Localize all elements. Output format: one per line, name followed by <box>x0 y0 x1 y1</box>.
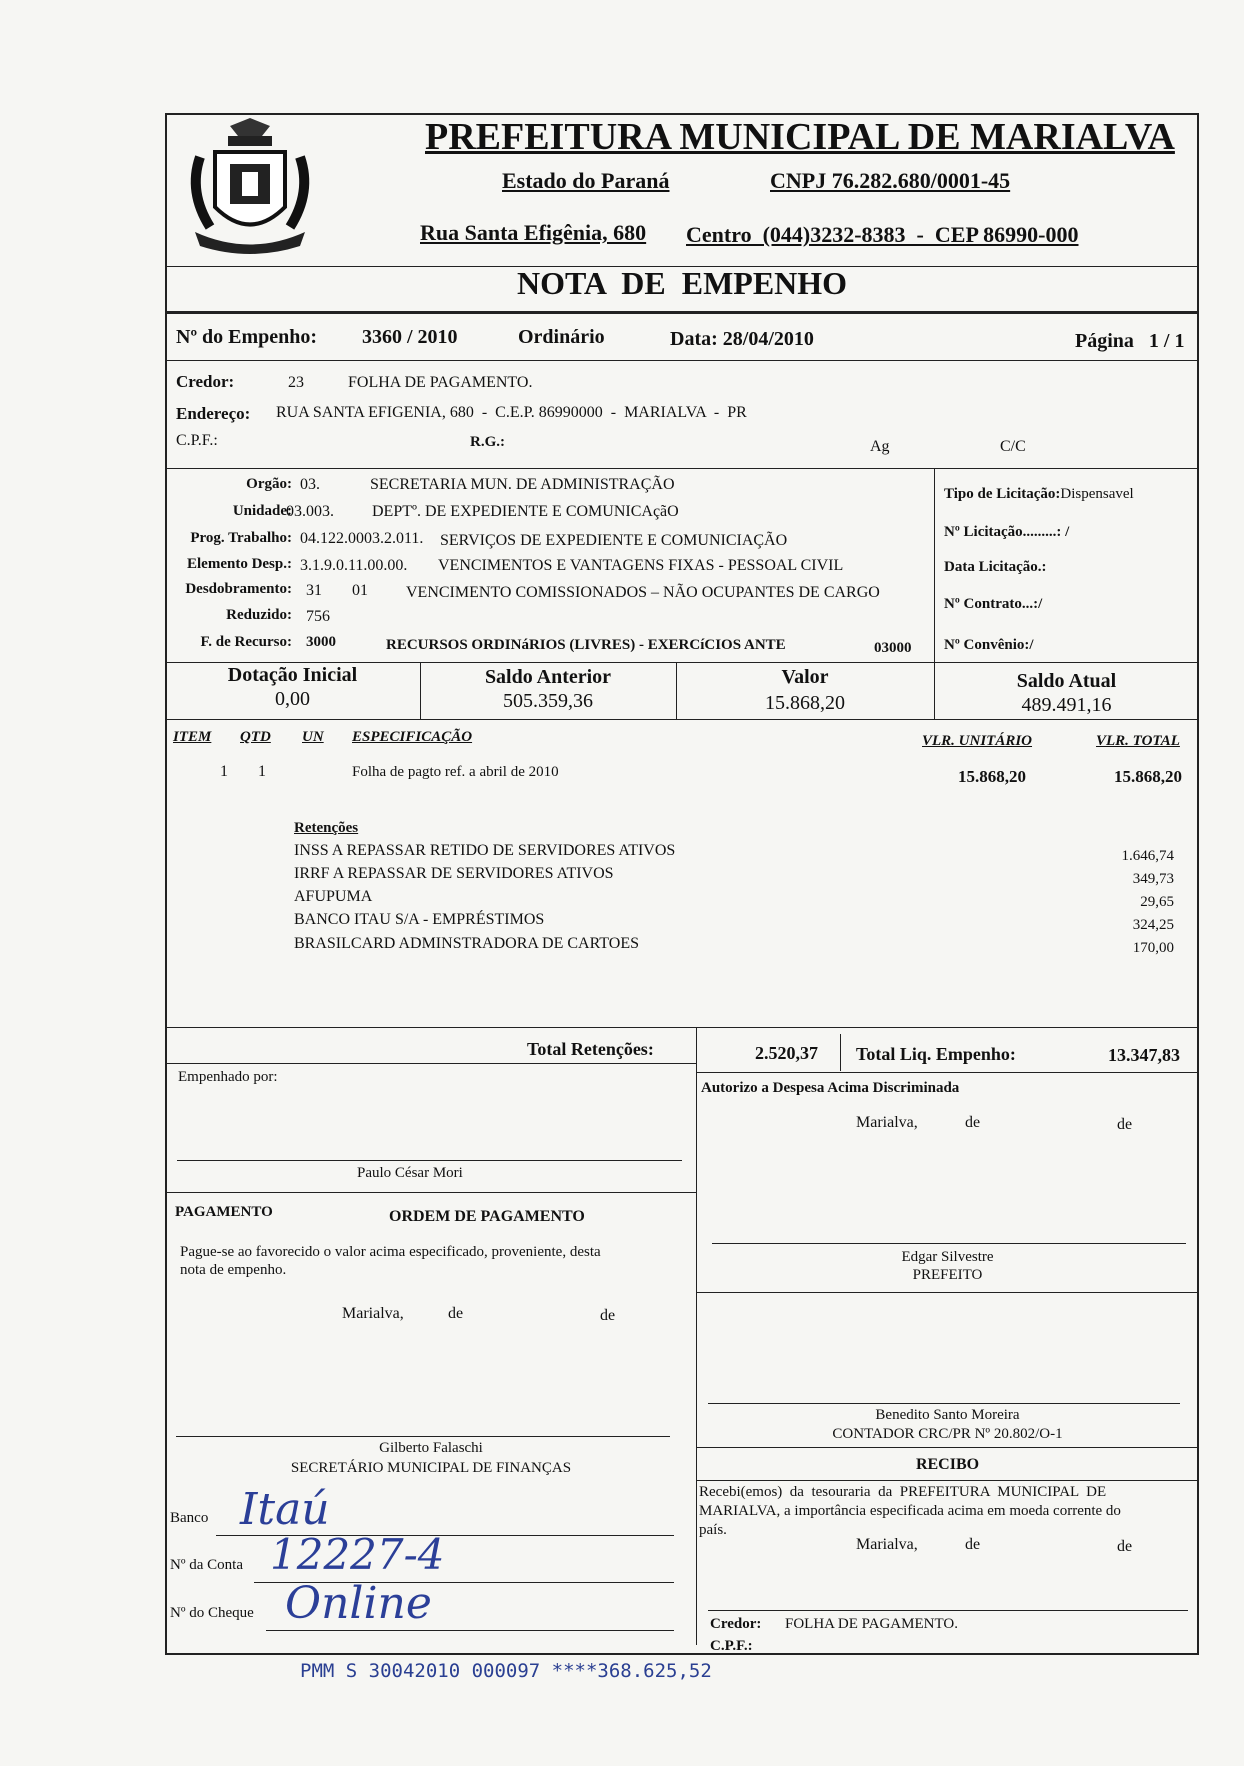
saldo-anterior-label: Saldo Anterior <box>484 666 612 688</box>
empenho-number: 3360 / 2010 <box>362 326 458 348</box>
retencao-desc: BANCO ITAU S/A - EMPRÉSTIMOS <box>294 911 545 928</box>
de-text: de <box>448 1305 464 1322</box>
address-contact: Centro (044)3232-8383 - CEP 86990-000 <box>686 222 1079 247</box>
desdobramento-b: 01 <box>352 582 368 599</box>
handwritten-cheque: Online <box>285 1578 432 1629</box>
desdobramento-label: Desdobramento: <box>185 581 292 597</box>
signature-line <box>712 1243 1186 1244</box>
credor-recibo-name: FOLHA DE PAGAMENTO. <box>785 1616 958 1632</box>
unidade-label: Unidade: <box>232 503 292 519</box>
recibo-text: MARIALVA, a importância especificada acima em moeda corrente do <box>699 1503 1121 1519</box>
saldo-anterior-value: 505.359,36 <box>503 690 593 712</box>
orgao-label: Orgão: <box>246 476 292 492</box>
elemento-name: VENCIMENTOS E VANTAGENS FIXAS - PESSOAL CIVIL <box>438 557 844 574</box>
pague-text: nota de empenho. <box>180 1262 287 1278</box>
cc-label: C/C <box>1000 438 1026 455</box>
item-qtd: 1 <box>258 763 266 780</box>
licitacao-date: Data Licitação.: <box>944 559 1047 575</box>
coat-of-arms-icon <box>180 112 320 262</box>
empenho-type: Ordinário <box>518 326 605 348</box>
retencao-desc: INSS A REPASSAR RETIDO DE SERVIDORES ATIVOS <box>294 842 676 859</box>
signer-contador: CONTADOR CRC/PR Nº 20.802/O-1 <box>832 1426 1063 1442</box>
saldo-atual-value: 489.491,16 <box>1021 694 1112 716</box>
empenho-date: Data: 28/04/2010 <box>670 328 814 350</box>
col-item: ITEM <box>173 729 212 745</box>
autorizo-text: Autorizo a Despesa Acima Discriminada <box>701 1080 960 1096</box>
cpf-label: C.P.F.: <box>176 432 218 449</box>
total-liquido-label: Total Liq. Empenho: <box>856 1044 1016 1064</box>
valor-label: Valor <box>781 666 829 688</box>
fonte-name: RECURSOS ORDINáRIOS (LIVRES) - EXERCíCIOS ANTE <box>386 637 786 653</box>
item-description: Folha de pagto ref. a abril de 2010 <box>352 764 559 780</box>
credor-code: 23 <box>288 374 304 391</box>
item-number: 1 <box>220 763 228 780</box>
empenho-number-label: Nº do Empenho: <box>176 326 318 348</box>
signature-line <box>708 1403 1180 1404</box>
marialva-text: Marialva, <box>856 1536 918 1553</box>
retencao-value: 349,73 <box>1132 871 1174 887</box>
col-un: UN <box>302 729 324 745</box>
ag-label: Ag <box>870 438 890 455</box>
conta-label: Nº da Conta <box>170 1557 243 1573</box>
col-especificacao: ESPECIFICAÇÃO <box>352 729 473 745</box>
signer-secretario: SECRETÁRIO MUNICIPAL DE FINANÇAS <box>290 1460 572 1476</box>
divider <box>165 360 1199 361</box>
retencao-desc: IRRF A REPASSAR DE SERVIDORES ATIVOS <box>294 865 614 882</box>
elemento-code: 3.1.9.0.11.00.00. <box>300 557 408 574</box>
reduzido-label: Reduzido: <box>226 607 292 623</box>
credor-name: FOLHA DE PAGAMENTO. <box>348 374 533 391</box>
item-unit-value: 15.868,20 <box>958 767 1026 786</box>
unidade-code: 03.003. <box>286 503 334 520</box>
marialva-text: Marialva, <box>856 1114 918 1131</box>
retencao-value: 170,00 <box>1132 940 1174 956</box>
field-line <box>266 1630 674 1631</box>
retencoes-title: Retenções <box>294 820 359 836</box>
address-label: Endereço: <box>176 404 251 423</box>
divider <box>165 311 1199 314</box>
retencao-value: 324,25 <box>1132 917 1174 933</box>
total-liquido-value: 13.347,83 <box>1108 1045 1180 1065</box>
contrato-number: Nº Contrato...:/ <box>944 596 1043 612</box>
banco-label: Banco <box>170 1510 209 1526</box>
retencao-value: 1.646,74 <box>1121 848 1174 864</box>
cnpj: CNPJ 76.282.680/0001-45 <box>770 168 1011 193</box>
municipality-title: PREFEITURA MUNICIPAL DE MARIALVA <box>425 116 1175 158</box>
rg-label: R.G.: <box>470 434 505 450</box>
tipo-licitacao-label: Tipo de Licitação:Dispensavel <box>944 486 1134 502</box>
desdobramento-name: VENCIMENTO COMISSIONADOS – NÃO OCUPANTES DE CARGO <box>406 584 880 601</box>
handwritten-banco: Itaú <box>240 1484 330 1535</box>
item-total-value: 15.868,20 <box>1114 767 1182 786</box>
retencao-value: 29,65 <box>1140 894 1174 910</box>
divider <box>165 468 1199 469</box>
signature-line <box>708 1610 1188 1611</box>
prog-code: 04.122.0003.2.011. <box>300 530 424 547</box>
divider <box>165 1192 697 1193</box>
unidade-name: DEPTº. DE EXPEDIENTE E COMUNICAçãO <box>372 503 679 520</box>
signer-edgar: Edgar Silvestre <box>901 1249 994 1265</box>
signer-benedito: Benedito Santo Moreira <box>875 1407 1020 1423</box>
document-title: NOTA DE EMPENHO <box>516 265 848 301</box>
desdobramento-a: 31 <box>306 582 322 599</box>
reduzido-code: 756 <box>306 608 330 625</box>
divider <box>165 662 1199 663</box>
col-qtd: QTD <box>240 729 271 745</box>
orgao-name: SECRETARIA MUN. DE ADMINISTRAÇÃO <box>370 476 675 493</box>
dotacao-label: Dotação Inicial <box>227 664 358 686</box>
recibo-text: Recebi(emos) da tesouraria da PREFEITURA MUNICIPAL DE <box>699 1484 1107 1500</box>
signer-gilberto: Gilberto Falaschi <box>379 1440 483 1456</box>
credor-address: RUA SANTA EFIGENIA, 680 - C.E.P. 86990000 - MARIALVA - PR <box>276 404 747 421</box>
de-text: de <box>965 1114 981 1131</box>
divider <box>165 1063 697 1064</box>
state-name: Estado do Paraná <box>502 168 670 193</box>
pague-text: Pague-se ao favorecido o valor acima especificado, proveniente, desta <box>180 1244 601 1260</box>
dotacao-value: 0,00 <box>275 688 310 710</box>
licitacao-number: Nº Licitação.........: / <box>944 524 1070 540</box>
divider <box>165 719 1199 720</box>
empenhado-label: Empenhado por: <box>178 1069 278 1085</box>
de-text: de <box>965 1536 981 1553</box>
page-number: Página 1 / 1 <box>1075 330 1185 352</box>
cheque-label: Nº do Cheque <box>170 1605 254 1621</box>
cpf-recibo-label: C.P.F.: <box>710 1638 753 1654</box>
recibo-text: país. <box>699 1522 727 1538</box>
col-valor-unitario: VLR. UNITÁRIO <box>922 733 1033 749</box>
divider <box>934 468 935 662</box>
authentication-stamp: PMM S 30042010 000097 ****368.625,52 <box>300 1660 712 1682</box>
fonte-code: 3000 <box>306 634 336 650</box>
marialva-text: Marialva, <box>342 1305 404 1322</box>
elemento-label: Elemento Desp.: <box>187 556 292 572</box>
col-valor-total: VLR. TOTAL <box>1096 733 1180 749</box>
retencao-desc: BRASILCARD ADMINSTRADORA DE CARTOES <box>294 935 640 952</box>
divider <box>696 1480 1199 1481</box>
divider <box>696 1292 1199 1293</box>
divider <box>840 1034 841 1071</box>
divider <box>696 1027 697 1645</box>
de-text: de <box>600 1307 616 1324</box>
credor-label: Credor: <box>176 372 235 391</box>
recibo-title: RECIBO <box>915 1456 980 1473</box>
tipo-licitacao-value: Dispensavel <box>1060 486 1134 502</box>
credor-recibo-label: Credor: <box>710 1616 762 1632</box>
handwritten-conta: 12227-4 <box>270 1530 445 1579</box>
divider <box>696 1447 1199 1448</box>
divider <box>696 1072 1199 1073</box>
signer-mori: Paulo César Mori <box>357 1165 463 1181</box>
signer-prefeito: PREFEITO <box>912 1267 983 1283</box>
signature-line <box>177 1160 682 1161</box>
retencao-desc: AFUPUMA <box>294 888 373 905</box>
divider <box>165 1027 1199 1028</box>
total-retencoes-value: 2.520,37 <box>755 1043 818 1063</box>
de-text: de <box>1117 1538 1133 1555</box>
de-text: de <box>1117 1116 1133 1133</box>
saldo-atual-label: Saldo Atual <box>1016 670 1117 692</box>
total-retencoes-label: Total Retenções: <box>527 1039 654 1059</box>
orgao-code: 03. <box>300 476 320 493</box>
convenio-number: Nº Convênio:/ <box>944 637 1034 653</box>
prog-name: SERVIÇOS DE EXPEDIENTE E COMUNICIAÇÃO <box>440 532 788 549</box>
pagamento-label: PAGAMENTO <box>175 1204 273 1220</box>
signature-line <box>176 1436 670 1437</box>
valor-value: 15.868,20 <box>765 692 845 714</box>
prog-label: Prog. Trabalho: <box>190 530 292 546</box>
ordem-pagamento-title: ORDEM DE PAGAMENTO <box>389 1208 585 1225</box>
fonte-number: 03000 <box>874 640 912 656</box>
fonte-label: F. de Recurso: <box>200 634 292 650</box>
address: Rua Santa Efigênia, 680 <box>420 220 647 245</box>
